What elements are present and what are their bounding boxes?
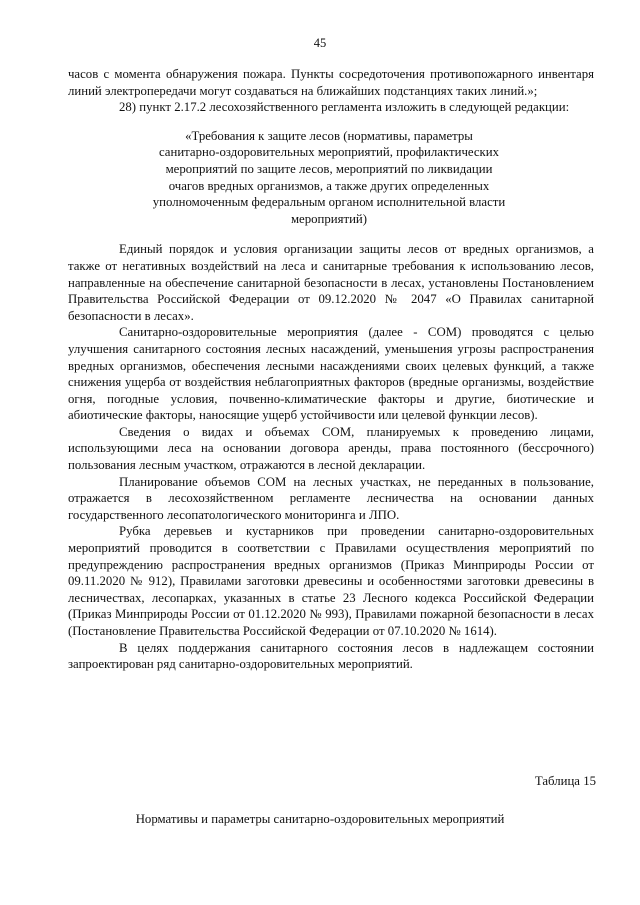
item-28: 28) пункт 2.17.2 лесохозяйственного регламента изложить в следующей редакции: [119, 100, 570, 115]
heading-line: мероприятий) [290, 211, 368, 226]
heading-line: мероприятий по защите лесов, мероприятий по ликвидации [165, 161, 493, 176]
paragraph-felling-rules: Рубка деревьев и кустарников при проведении санитарно-оздоровительных мероприятий проводится в соответствии с Правилами осуществления мероприятий по предупреждению распространения вредных организмов (Приказ Минприроды России от 09.11.2020 № 912), Правилами заготовки древесины и особенностями заготовки древесины в лесничествах, лесопарках, указанных в статье 23 Лесного кодекса Российской Федерации (Приказ Минприроды России от 01.12.2020 № 993), Правилами пожарной безопасности в лесах (Постановление Правительства Российской Федерации от 07.10.2020 № 1614). [68, 524, 594, 638]
section-heading [68, 128, 594, 228]
paragraph-unified-order: Единый порядок и условия организации защиты лесов от вредных организмов, а также от негативных воздействий на леса и санитарные требования к использованию лесов, направленные на обеспечение санитарной безопасности в лесах, установлены Постановлением Правительства Российской Федерации от 09.12.2020 № 2047 «О Правилах санитарной безопасности в лесах». [68, 242, 594, 323]
paragraph-som-declaration: Сведения о видах и объемах СОМ, планируемых к проведению лицами, использующими леса на основании договора аренды, права постоянного (бессрочного) пользования лесным участком, отражаются в лесной декларации. [68, 424, 594, 473]
table-label: Таблица 15 [534, 774, 596, 788]
heading-line: «Требования к защите лесов (нормативы, параметры [185, 128, 473, 143]
paragraph-sanitary-measures: В целях поддержания санитарного состояния лесов в надлежащем состоянии запроектирован ряд санитарно-оздоровительных мероприятий. [68, 640, 594, 672]
table-title: Нормативы и параметры санитарно-оздоровительных мероприятий [135, 812, 505, 826]
paragraph-som-definition: Санитарно-оздоровительные мероприятия (далее - СОМ) проводятся с целью улучшения санитарного состояния лесных насаждений, уменьшения угрозы распространения вредных организмов, обеспечения лесными насаждениями своих целевых функций, а также снижения ущерба от воздействия неблагоприятных факторов (вредные организмы, воздействие огня, погодные условия, почвенно-климатические факторы и другие, биотические и абиотические факторы, наносящие ущерб устойчивости или целевой функции лесов). [68, 325, 594, 423]
page-number: 45 [313, 36, 327, 50]
document-body [68, 66, 594, 673]
paragraph-som-planning: Планирование объемов СОМ на лесных участках, не переданных в пользование, отражается в лесохозяйственном регламенте лесничества на основании данных государственного лесопатологического мониторинга и ЛПО. [68, 474, 594, 522]
intro-paragraph: часов с момента обнаружения пожара. Пункты сосредоточения противопожарного инвентаря линий электропередачи могут создаваться на ближайших подстанциях таких линий.»; [68, 67, 594, 98]
heading-line: очагов вредных организмов, а также других определенных [168, 178, 490, 193]
heading-line: санитарно-оздоровительных мероприятий, профилактических [158, 145, 500, 160]
heading-line: уполномоченным федеральным органом исполнительной власти [152, 195, 506, 210]
